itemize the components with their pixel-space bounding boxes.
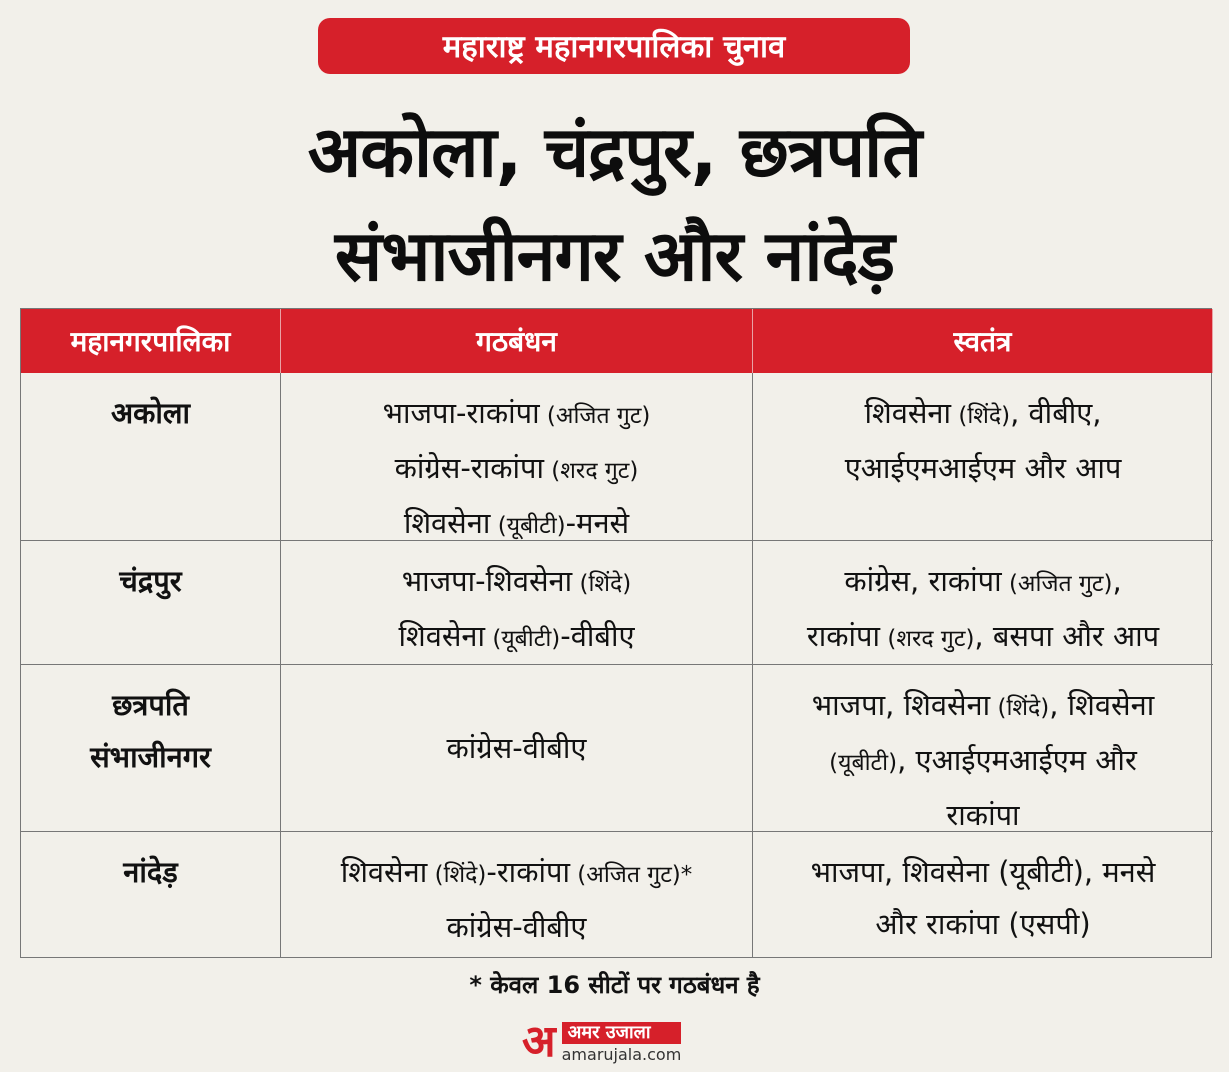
alliance-line: कांग्रेस-वीबीए: [446, 731, 587, 765]
city-name: नांदेड़: [123, 855, 178, 889]
city-name-line: संभाजीनगर: [90, 740, 211, 774]
city-name: चंद्रपुर: [119, 564, 182, 598]
alliance-line: शिवसेना (यूबीटी)-मनसे: [403, 506, 630, 540]
header-municipal-corporation: महानगरपालिका: [21, 309, 281, 373]
alliance-line: शिवसेना (शिंदे)-राकांपा (अजित गुट)*: [340, 855, 693, 889]
logo-mark-icon: अ: [522, 1016, 556, 1067]
alliance-line: कांग्रेस-वीबीए: [446, 910, 587, 944]
alliance-cell-akola: [281, 373, 753, 541]
header-independent: स्वतंत्र: [753, 309, 1213, 373]
alliance-line: कांग्रेस-राकांपा (शरद गुट): [394, 451, 639, 485]
independent-line: राकांपा (शरद गुट), बसपा और आप: [806, 619, 1160, 653]
logo-url: amarujala.com: [561, 1044, 682, 1064]
independent-line: (यूबीटी), एआईएमआईएम और: [829, 743, 1137, 777]
independent-cell-chandrapur: [753, 541, 1213, 665]
header-alliance: गठबंधन: [281, 309, 753, 373]
alliance-line: भाजपा-शिवसेना (शिंदे): [401, 564, 632, 598]
alliance-cell-chhatrapati-sambhajinagar: [281, 665, 753, 832]
independent-cell-nanded: [753, 832, 1213, 957]
independent-line: शिवसेना (शिंदे), वीबीए,: [864, 396, 1102, 430]
city-cell-akola: [21, 373, 281, 541]
amar-ujala-logo: [522, 1018, 681, 1066]
alliance-table: [20, 308, 1212, 958]
alliance-cell-chandrapur: [281, 541, 753, 665]
logo-name: अमर उजाला: [562, 1022, 682, 1044]
alliance-line: भाजपा-राकांपा (अजित गुट): [382, 396, 651, 430]
independent-line: भाजपा, शिवसेना (शिंदे), शिवसेना: [811, 688, 1155, 722]
section-badge: महाराष्ट्र महानगरपालिका चुनाव: [318, 18, 910, 74]
independent-line: एआईएमआईएम और आप: [844, 451, 1122, 485]
headline-line-1: अकोला, चंद्रपुर, छत्रपति: [307, 111, 922, 193]
city-cell-chandrapur: [21, 541, 281, 665]
independent-line: और राकांपा (एसपी): [875, 907, 1091, 941]
city-name-line: छत्रपति: [112, 688, 189, 722]
independent-cell-akola: [753, 373, 1213, 541]
headline: [0, 100, 1229, 308]
headline-line-2: संभाजीनगर और नांदेड़: [334, 215, 895, 297]
independent-line: राकांपा: [946, 798, 1020, 832]
independent-line: कांग्रेस, राकांपा (अजित गुट),: [844, 564, 1122, 598]
alliance-line: शिवसेना (यूबीटी)-वीबीए: [398, 619, 635, 653]
city-name: अकोला: [110, 396, 191, 430]
city-cell-chhatrapati-sambhajinagar: [21, 665, 281, 832]
footnote: * केवल 16 सीटों पर गठबंधन है: [469, 971, 760, 999]
independent-cell-chhatrapati-sambhajinagar: [753, 665, 1213, 832]
alliance-cell-nanded: [281, 832, 753, 957]
city-cell-nanded: [21, 832, 281, 957]
independent-line: भाजपा, शिवसेना (यूबीटी), मनसे: [810, 855, 1156, 889]
